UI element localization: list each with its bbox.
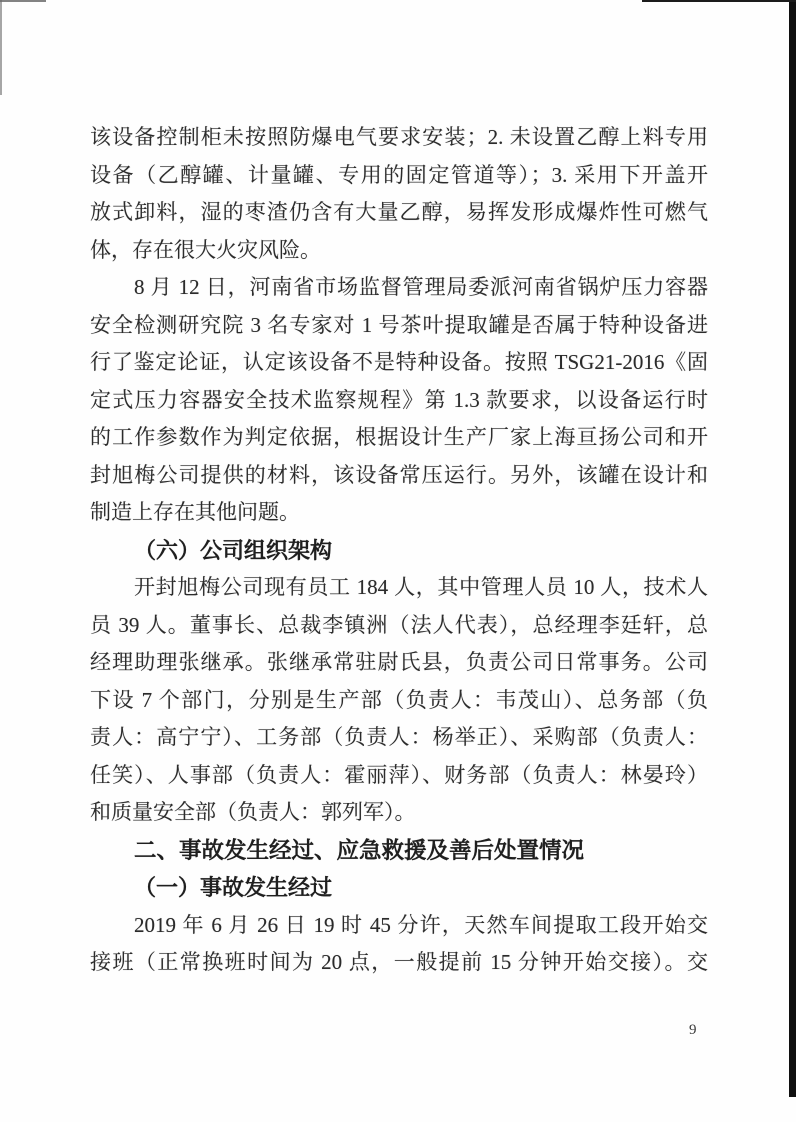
text-line: 封旭梅公司提供的材料，该设备常压运行。另外，该罐在设计和 <box>90 462 708 487</box>
text-line: 责人：高宁宁）、工务部（负责人：杨举正）、采购部（负责人： <box>90 725 708 749</box>
paragraph <box>90 907 708 982</box>
text-line: 放式卸料，湿的枣渣仍含有大量乙醇，易挥发形成爆炸性可燃气 <box>90 200 708 224</box>
scan-artifact-right-edge <box>789 0 796 1097</box>
text-line: 制造上存在其他问题。 <box>90 500 300 524</box>
text-line: 和质量安全部（负责人：郭列军）。 <box>90 800 416 824</box>
text-line: 2019 年 6 月 26 日 19 时 45 分许，天然车间提取工段开始交 <box>134 912 708 937</box>
text-line: 设备（乙醇罐、计量罐、专用的固定管道等）；3. 采用下开盖开 <box>90 162 708 187</box>
text-line: 8 月 12 日，河南省市场监督管理局委派河南省锅炉压力容器 <box>134 275 708 299</box>
subsection-heading: （六）公司组织架构 <box>134 537 333 563</box>
text-line: 体，存在很大火灾风险。 <box>90 237 321 262</box>
section-heading: 二、事故发生经过、应急救援及善后处置情况 <box>134 837 585 863</box>
text-line: 定式压力容器安全技术监察规程》第 1.3 款要求，以设备运行时 <box>90 387 708 412</box>
text-line: 员 39 人。董事长、总裁李镇洲（法人代表），总经理李廷轩，总 <box>90 612 708 637</box>
text-line: 经理助理张继承。张继承常驻尉氏县，负责公司日常事务。公司 <box>90 650 708 674</box>
scan-artifact-top-left <box>0 0 46 2</box>
paragraph <box>90 569 708 832</box>
text-line: 安全检测研究院 3 名专家对 1 号茶叶提取罐是否属于特种设备进 <box>90 312 708 337</box>
paragraph <box>90 269 708 532</box>
scan-artifact-top-right <box>642 0 796 2</box>
subsection-heading: （一）事故发生经过 <box>134 875 333 900</box>
text-line: 行了鉴定论证，认定该设备不是特种设备。按照 TSG21-2016《固 <box>90 350 708 374</box>
text-line: 下设 7 个部门，分别是生产部（负责人：韦茂山）、总务部（负 <box>90 687 708 712</box>
scan-artifact-left-edge <box>0 0 2 95</box>
text-line: 的工作参数作为判定依据，根据设计生产厂家上海亘扬公司和开 <box>90 425 708 449</box>
text-line: 开封旭梅公司现有员工 184 人，其中管理人员 10 人，技术人 <box>134 575 708 599</box>
page-content <box>90 119 708 982</box>
text-line: 接班（正常换班时间为 20 点，一般提前 15 分钟开始交接）。交 <box>90 950 708 974</box>
page-number: 9 <box>689 1022 697 1038</box>
text-line: 任笑）、人事部（负责人：霍丽萍）、财务部（负责人：林晏玲） <box>90 762 708 787</box>
paragraph <box>90 119 708 269</box>
text-line: 该设备控制柜未按照防爆电气要求安装；2. 未设置乙醇上料专用 <box>90 125 708 149</box>
